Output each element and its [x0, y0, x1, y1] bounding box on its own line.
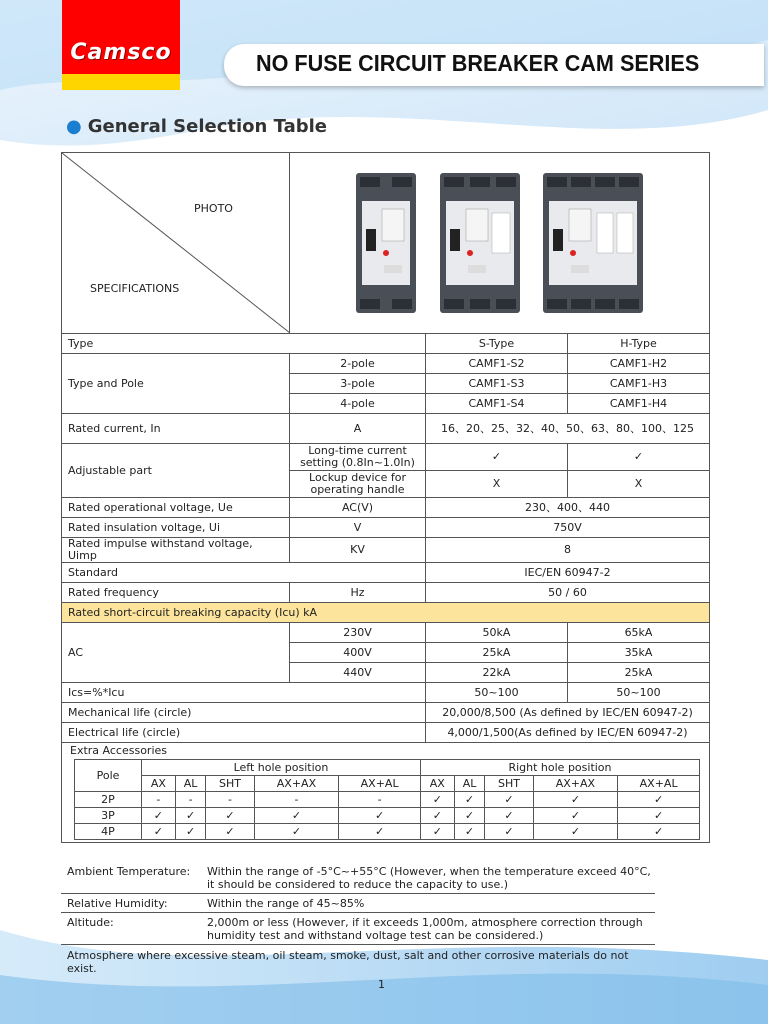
acc-cell: - [175, 792, 206, 808]
acc-cell: ✓ [454, 792, 485, 808]
model-cell: CAMF1-S2 [426, 354, 568, 374]
acc-pole: 2P [75, 792, 142, 808]
value-cell: IEC/EN 60947-2 [426, 563, 710, 583]
breaking-capacity-header: Rated short-circuit breaking capacity (Icu) kA [62, 603, 710, 623]
table-row [62, 723, 710, 743]
table-row [62, 683, 710, 703]
acc-col-header: AX+AL [618, 776, 700, 792]
h-type-header: H-Type [568, 334, 710, 354]
section-heading [66, 116, 327, 137]
breaker-4pole-image [541, 173, 645, 313]
accessories-title-row [62, 743, 710, 760]
table-row [62, 583, 710, 603]
spec-label: Ics=%*Icu [62, 683, 426, 703]
acc-col-header: SHT [485, 776, 533, 792]
acc-cell: - [339, 792, 421, 808]
unit-cell: KV [290, 538, 426, 563]
acc-cell: ✓ [339, 824, 421, 840]
note-text: Within the range of 45~85% [207, 897, 365, 910]
acc-col-header: AX+AL [339, 776, 421, 792]
model-cell: CAMF1-H2 [568, 354, 710, 374]
acc-cell: - [142, 792, 176, 808]
pole-cell: 2-pole [290, 354, 426, 374]
spec-label: Standard [62, 563, 426, 583]
acc-cell: ✓ [618, 792, 700, 808]
spec-label: Rated impulse withstand voltage, Uimp [62, 538, 290, 563]
diagonal-line [62, 153, 290, 333]
acc-cell: ✓ [420, 808, 454, 824]
value-cell: 20,000/8,500 (As defined by IEC/EN 60947-2) [426, 703, 710, 723]
spec-label: AC [62, 623, 290, 683]
acc-pole: 3P [75, 808, 142, 824]
model-cell: CAMF1-S4 [426, 394, 568, 414]
acc-col-header: AX [142, 776, 176, 792]
note-label: Relative Humidity: [67, 897, 168, 910]
product-photos [290, 153, 710, 334]
acc-cell: ✓ [454, 808, 485, 824]
acc-col-header: AL [175, 776, 206, 792]
acc-col-header: AX+AX [254, 776, 339, 792]
breaker-2pole-image [354, 173, 418, 313]
accessories-cell [62, 759, 710, 843]
accessories-table [74, 759, 700, 840]
acc-cell: ✓ [485, 808, 533, 824]
note-text: 2,000m or less (However, if it exceeds 1,000m, atmosphere correction through humidity test and withstand voltage test can be considered.) [207, 916, 643, 942]
value-cell: 25kA [426, 643, 568, 663]
page-number: 1 [378, 978, 385, 991]
acc-cell: ✓ [533, 824, 618, 840]
spec-label: Type [62, 334, 426, 354]
model-cell: CAMF1-S3 [426, 374, 568, 394]
accessories-row [62, 759, 710, 843]
spec-label: Electrical life (circle) [62, 723, 426, 743]
value-cell: 16、20、25、32、40、50、63、80、100、125 [426, 414, 710, 444]
pole-header: Pole [75, 760, 142, 792]
pole-cell: 4-pole [290, 394, 426, 414]
note-row [61, 862, 655, 894]
note-row [61, 894, 655, 913]
voltage-cell: 440V [290, 663, 426, 683]
acc-row [75, 792, 700, 808]
value-cell: 230、400、440 [426, 498, 710, 518]
acc-cell: ✓ [454, 824, 485, 840]
value-cell: 8 [426, 538, 710, 563]
note-text: Within the range of -5°C~+55°C (However, when the temperature exceed 40°C, it should be considered to reduce the capacity to use.) [207, 865, 651, 891]
acc-col-header: AL [454, 776, 485, 792]
brand-logo [62, 0, 180, 90]
value-cell: 50kA [426, 623, 568, 643]
acc-cell: ✓ [175, 808, 206, 824]
value-cell: X [426, 471, 568, 498]
value-cell: 25kA [568, 663, 710, 683]
acc-cell: ✓ [206, 808, 254, 824]
diagonal-header-cell [62, 153, 290, 334]
table-row [62, 518, 710, 538]
table-row [62, 623, 710, 643]
acc-col-header: AX [420, 776, 454, 792]
photo-label: PHOTO [194, 202, 233, 215]
logo-stripe [62, 74, 180, 90]
table-row [62, 498, 710, 518]
unit-cell: A [290, 414, 426, 444]
pole-cell: 3-pole [290, 374, 426, 394]
acc-cell: ✓ [618, 808, 700, 824]
table-row [62, 538, 710, 563]
bullet-icon: ● [66, 116, 82, 137]
adjust-item: Long-time current setting (0.8In~1.0In) [290, 444, 426, 471]
acc-cell: - [254, 792, 339, 808]
value-cell: ✓ [568, 444, 710, 471]
acc-cell: ✓ [533, 792, 618, 808]
acc-pole: 4P [75, 824, 142, 840]
voltage-cell: 230V [290, 623, 426, 643]
acc-cell: - [206, 792, 254, 808]
acc-col-header: AX+AX [533, 776, 618, 792]
value-cell: 50 / 60 [426, 583, 710, 603]
adjust-item: Lockup device for operating handle [290, 471, 426, 498]
highlight-row [62, 603, 710, 623]
acc-cell: ✓ [254, 808, 339, 824]
acc-cell: ✓ [206, 824, 254, 840]
value-cell: ✓ [426, 444, 568, 471]
spec-label: Mechanical life (circle) [62, 703, 426, 723]
acc-cell: ✓ [142, 824, 176, 840]
acc-cell: ✓ [485, 792, 533, 808]
environment-notes [61, 862, 655, 975]
acc-cell: ✓ [142, 808, 176, 824]
note-label: Altitude: [67, 916, 114, 929]
value-cell: 65kA [568, 623, 710, 643]
note-final: Atmosphere where excessive steam, oil steam, smoke, dust, salt and other corrosive materials do not exist. [67, 949, 629, 975]
selection-table [61, 152, 710, 843]
spec-label: Rated insulation voltage, Ui [62, 518, 290, 538]
spec-label: Rated frequency [62, 583, 290, 603]
specifications-label: SPECIFICATIONS [90, 282, 180, 295]
page-title: NO FUSE CIRCUIT BREAKER CAM SERIES [256, 50, 700, 76]
table-row [62, 444, 710, 471]
acc-cell: ✓ [254, 824, 339, 840]
model-cell: CAMF1-H3 [568, 374, 710, 394]
spec-label: Type and Pole [62, 354, 290, 414]
value-cell: 4,000/1,500(As defined by IEC/EN 60947-2) [426, 723, 710, 743]
acc-col-header: SHT [206, 776, 254, 792]
acc-cell: ✓ [339, 808, 421, 824]
acc-cell: ✓ [420, 792, 454, 808]
table-row [62, 703, 710, 723]
acc-cell: ✓ [175, 824, 206, 840]
note-row [61, 913, 655, 945]
value-cell: 750V [426, 518, 710, 538]
value-cell: 35kA [568, 643, 710, 663]
table-row [62, 334, 710, 354]
photo-row [62, 153, 710, 334]
left-hole-header: Left hole position [142, 760, 421, 776]
value-cell: 50~100 [568, 683, 710, 703]
acc-cell: ✓ [533, 808, 618, 824]
breaker-3pole-image [438, 173, 522, 313]
table-row [62, 354, 710, 374]
acc-cell: ✓ [485, 824, 533, 840]
title-bar [224, 44, 764, 86]
value-cell: X [568, 471, 710, 498]
spec-label: Rated operational voltage, Ue [62, 498, 290, 518]
value-cell: 50~100 [426, 683, 568, 703]
table-row [62, 414, 710, 444]
right-hole-header: Right hole position [420, 760, 699, 776]
section-title: General Selection Table [87, 116, 327, 137]
accessories-title: Extra Accessories [62, 743, 710, 760]
table-row [62, 563, 710, 583]
acc-row [75, 808, 700, 824]
unit-cell: Hz [290, 583, 426, 603]
acc-cell: ✓ [420, 824, 454, 840]
voltage-cell: 400V [290, 643, 426, 663]
model-cell: CAMF1-H4 [568, 394, 710, 414]
logo-text: Camsco [70, 40, 172, 65]
spec-label: Rated current, In [62, 414, 290, 444]
unit-cell: V [290, 518, 426, 538]
acc-cell: ✓ [618, 824, 700, 840]
spec-label: Adjustable part [62, 444, 290, 498]
note-label: Ambient Temperature: [67, 865, 191, 878]
acc-row [75, 824, 700, 840]
s-type-header: S-Type [426, 334, 568, 354]
unit-cell: AC(V) [290, 498, 426, 518]
value-cell: 22kA [426, 663, 568, 683]
